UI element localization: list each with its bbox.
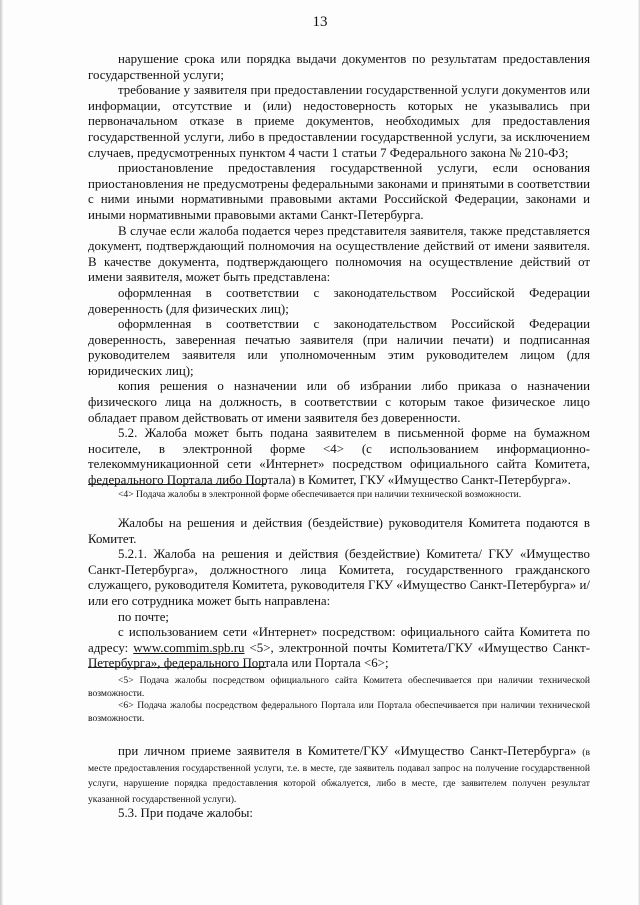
internet-text-after: <5>, электронной почты Комитета/ГКУ «Имущество Санкт-Петербурга», федерального Портала или Портала <6>; [88,640,590,671]
paragraph-personal-reception [88,744,590,806]
paragraph-5-3: 5.3. При подаче жалобы: [118,806,254,821]
internet-text-before: с использованием сети «Интернет» посредством: официального сайта Комитета по адресу: [88,625,590,655]
paragraph-internet [88,625,590,672]
page-edge-left [0,0,3,905]
committee-website-link[interactable]: www.commim.spb.ru [133,640,245,655]
paragraph-power-of-attorney-individuals: оформленная в соответствии с законодательством Российской Федерации доверенность (для физических лиц); [88,285,590,316]
paragraph-power-of-attorney-legal: оформленная в соответствии с законодательством Российской Федерации доверенность, заверенная печатью заявителя (при наличии печати) и подписанная руководителем заявителя или уполномоченным этим руководителем лицом (для юридических лиц); [88,317,590,378]
paragraph-by-mail: по почте; [118,609,169,624]
paragraph-deadline-violation: нарушение срока или порядка выдачи документов по результатам предоставления государственной услуги; [88,52,590,82]
footnote-rule-2 [88,667,266,668]
personal-reception-note: (в месте предоставления государственной услуги, т.е. в месте, где заявитель подавал запрос на получение государственной услуги, нарушение порядка предоставления которой обжалуется, либо в месте, где заявителем получен результат указанной государственной услуги). [88,747,590,805]
paragraph-appointment-decision: копия решения о назначении или об избрании либо приказа о назначении физического лица на должность, в соответствии с которым такое физическое лицо обладает правом действовать от имени заявителя без доверенности. [88,379,590,425]
paragraph-5-2-1: 5.2.1. Жалоба на решения и действия (бездействие) Комитета/ ГКУ «Имущество Санкт-Петербурга», должностного лица Комитета, государственного гражданского служащего, руководителя Комитета, руководителя ГКУ «Имущество Санкт-Петербурга» и/или его сотрудника может быть направлена: [88,547,590,608]
footnote-4-text: <4> Подача жалобы в электронной форме обеспечивается при наличии технической возможности. [118,489,522,500]
paragraph-representative: В случае если жалоба подается через представителя заявителя, также представляется документ, подтверждающий полномочия на осуществление действий от имени заявителя. В качестве документа, подтверждающего полномочия на осуществление действий от имени заявителя, может быть представлена: [88,223,590,285]
footnote-6-text: <6> Подача жалобы посредством федерального Портала или Портала обеспечивается при наличии технической возможности. [88,700,590,724]
footnote-5-text: <5> Подача жалобы посредством официального сайта Комитета обеспечивается при наличии технической возможности. [88,675,590,699]
paragraph-5-2: 5.2. Жалоба может быть подана заявителем в письменной форме на бумажном носителе, в электронной форме <4> (с использованием информационно-телекоммуникационной сети «Интернет» посредством официального сайта Комитета, федерального Портала либо Портала) в Комитет, ГКУ «Имущество Санкт-Петербурга». [88,426,590,488]
footnote-rule-1 [88,484,266,485]
footnotes-5-6 [88,675,590,725]
page-number: 13 [312,14,328,30]
personal-reception-main: при личном приеме заявителя в Комитете/ГКУ «Имущество Санкт-Петербурга» [118,744,583,758]
paragraph-suspension: приостановление предоставления государственной услуги, если основания приостановления не предусмотрены федеральными законами и принятыми в соответствии с ними иными нормативными правовыми актами Российской Федерации, законами и иными нормативными правовыми актами Санкт-Петербурга. [88,161,590,222]
main-text-block [88,52,590,489]
footnote-4 [88,489,590,502]
second-text-block [88,516,590,672]
paragraph-document-requirement: требование у заявителя при предоставлении государственной услуги документов или информации, отсутствие и (или) недостоверность которых не указывались при первоначальном отказе в приеме документов, необходимых для предоставления государственной услуги, либо в предоставлении государственной услуги, за исключением случаев, предусмотренных пунктом 4 части 1 статьи 7 Федерального закона № 210-ФЗ; [88,83,590,160]
third-text-block [88,744,590,822]
paragraph-head-complaints: Жалобы на решения и действия (бездействие) руководителя Комитета подаются в Комитет. [88,516,590,546]
